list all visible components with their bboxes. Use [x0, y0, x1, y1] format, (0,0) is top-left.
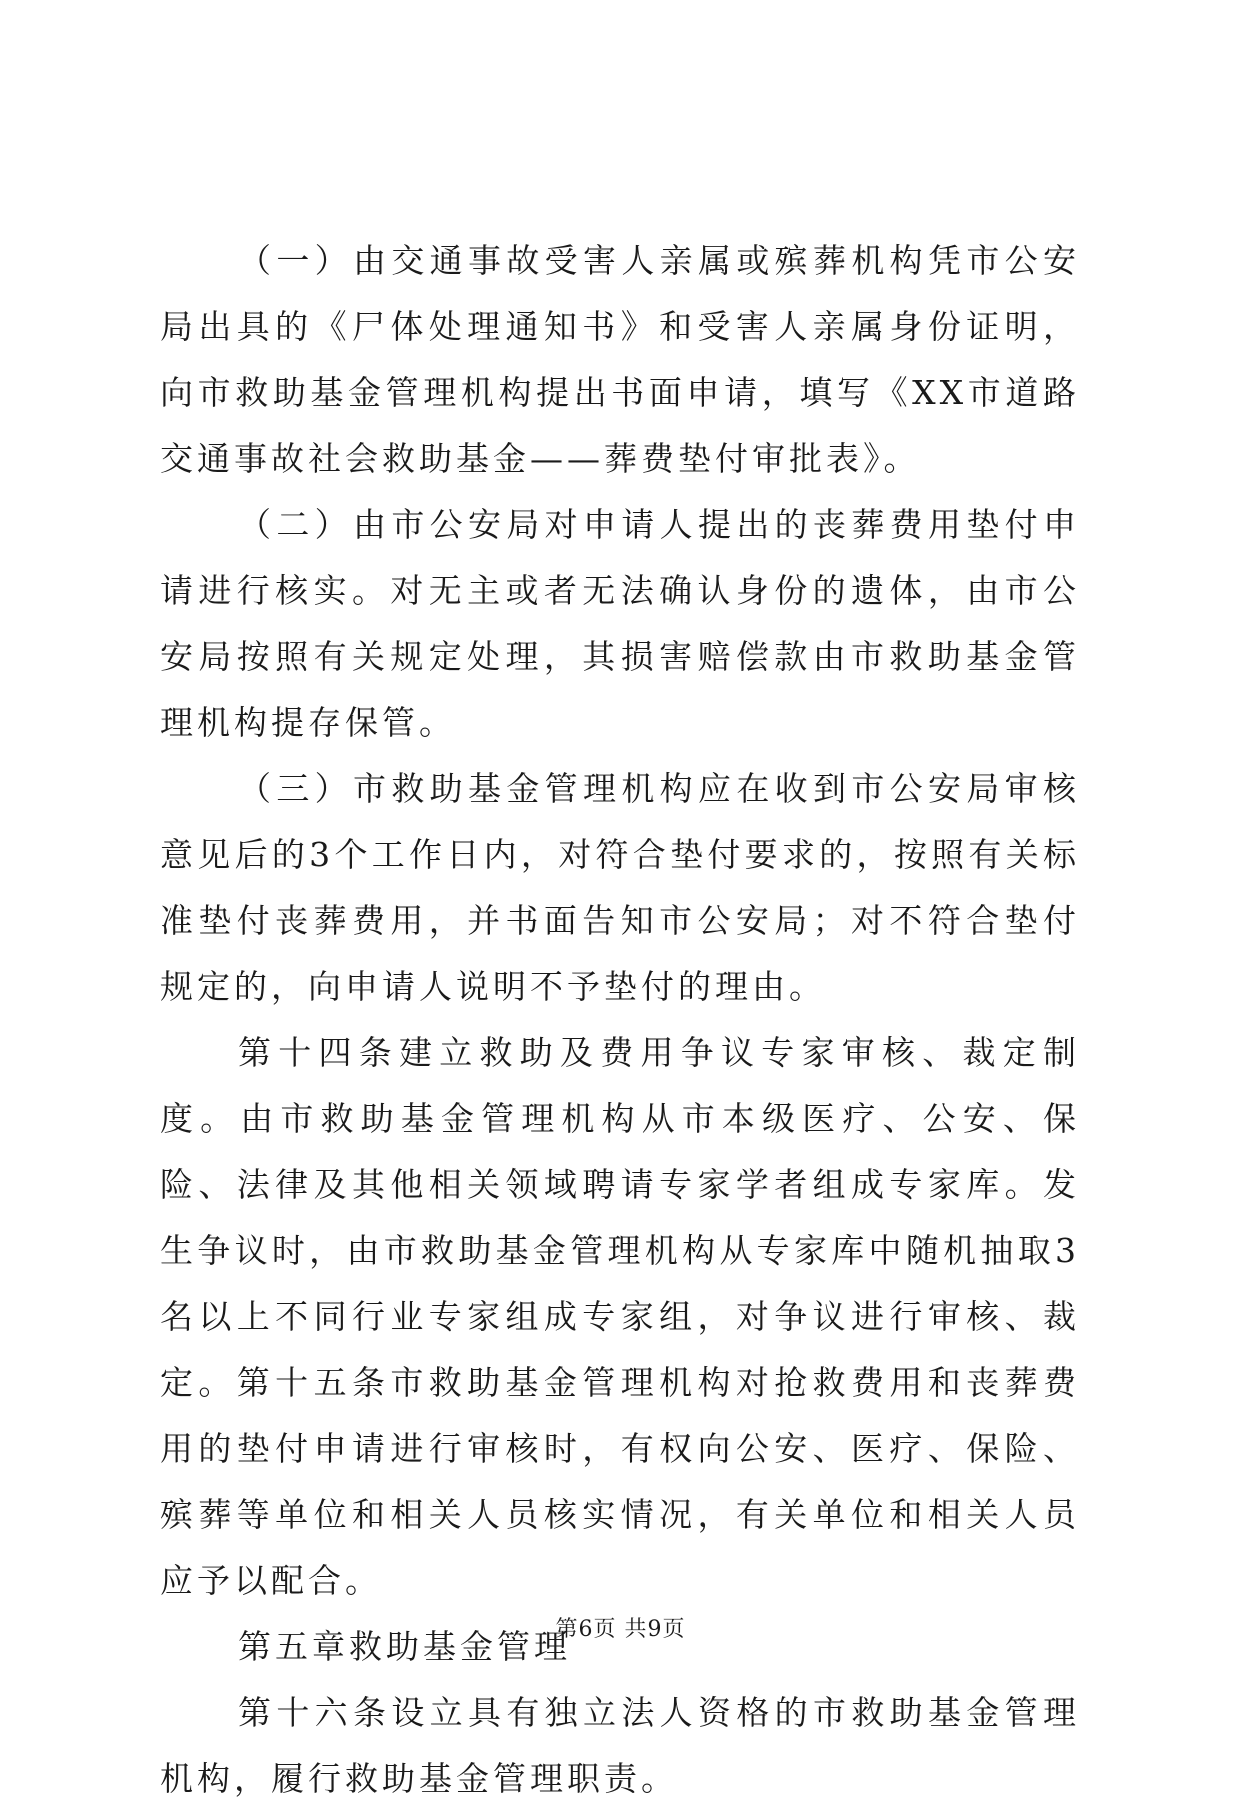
page-number-footer: 第6页 共9页 [555, 1617, 686, 1642]
paragraph-4: 第十四条建立救助及费用争议专家审核、裁定制度。由市救助基金管理机构从市本级医疗、公安、保险、法律及其他相关领域聘请专家学者组成专家库。发生争议时，由市救助基金管理机构从专家库中随机抽取3名以上不同行业专家组成专家组，对争议进行审核、裁定。第十五条市救助基金管理机构对抢救费用和丧葬费用的垫付申请进行审核时，有权向公安、医疗、保险、殡葬等单位和相关人员核实情况，有关单位和相关人员应予以配合。 [160, 1033, 1080, 1600]
paragraph-1: （一）由交通事故受害人亲属或殡葬机构凭市公安局出具的《尸体处理通知书》和受害人亲属身份证明，向市救助基金管理机构提出书面申请，填写《XX市道路交通事故社会救助基金——葬费垫付审批表》。 [160, 241, 1080, 478]
paragraph-6: 第十六条设立具有独立法人资格的市救助基金管理机构，履行救助基金管理职责。 [160, 1693, 1080, 1798]
paragraph-3: （三）市救助基金管理机构应在收到市公安局审核意见后的3个工作日内，对符合垫付要求的，按照有关标准垫付丧葬费用，并书面告知市公安局；对不符合垫付规定的，向申请人说明不予垫付的理由。 [160, 769, 1080, 1006]
paragraph-2: （二）由市公安局对申请人提出的丧葬费用垫付申请进行核实。对无主或者无法确认身份的遗体，由市公安局按照有关规定处理，其损害赔偿款由市救助基金管理机构提存保管。 [160, 505, 1080, 742]
chapter-heading: 第五章救助基金管理 [238, 1627, 571, 1666]
document-body [160, 228, 1080, 1812]
